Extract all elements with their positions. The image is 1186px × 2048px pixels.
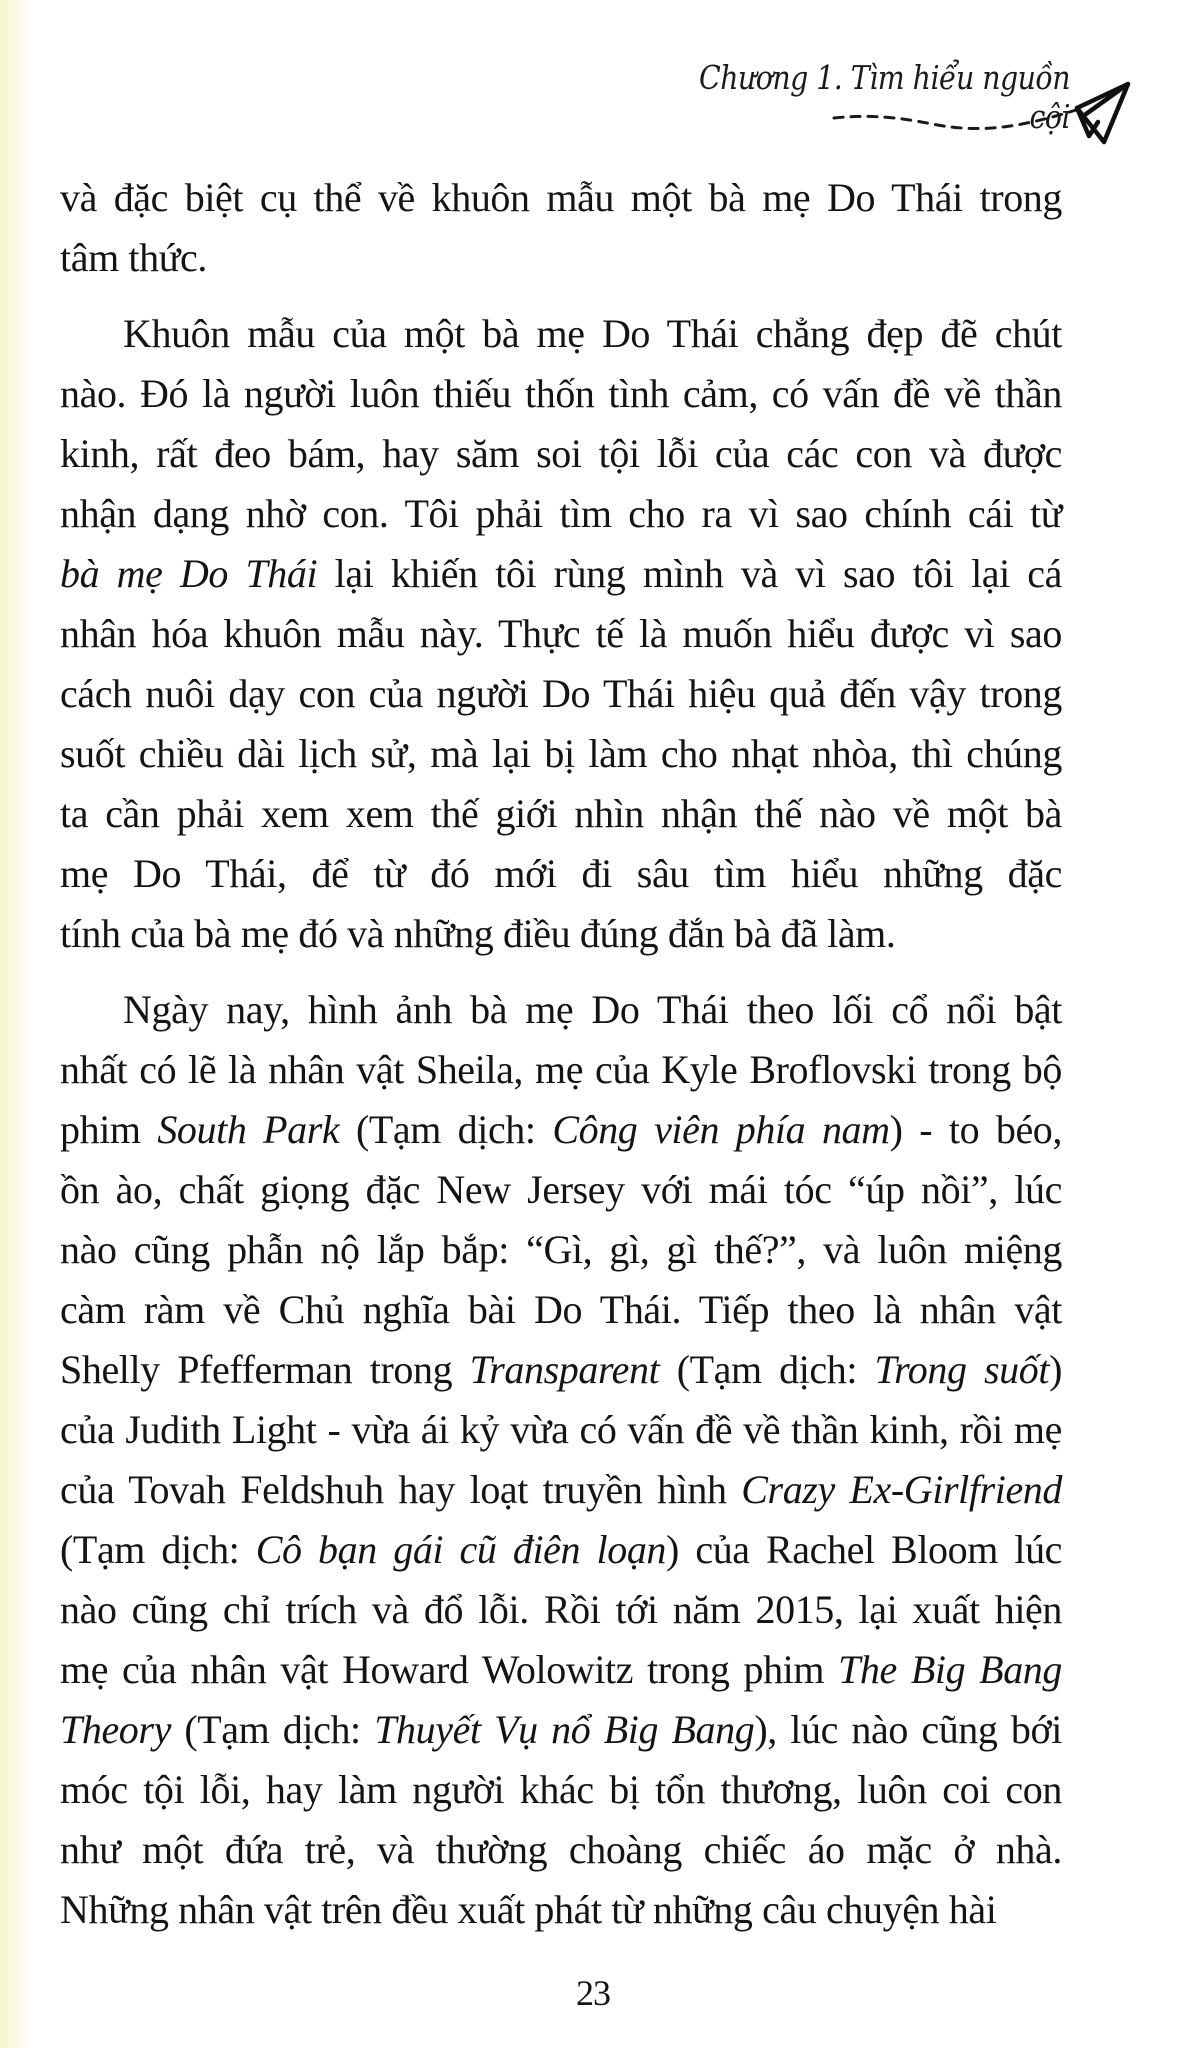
italic-title: Công viên phía nam	[552, 1107, 890, 1152]
text-run: nào cũng phẫn nộ lắp bắp: “Gì, gì, gì thế?”, và luôn miệng	[60, 1227, 1062, 1272]
italic-title: Thuyết Vụ nổ Big Bang	[374, 1707, 755, 1752]
text-run: cách nuôi dạy con của người Do Thái hiệu quả đến vậy trong	[60, 671, 1062, 716]
text-run: nhận dạng nhờ con. Tôi phải tìm cho ra vì sao chính cái từ	[60, 491, 1062, 536]
text-run: suốt chiều dài lịch sử, mà lại bị làm cho nhạt nhòa, thì chúng	[60, 731, 1062, 776]
text-line	[60, 724, 1062, 784]
text-line	[60, 1400, 1062, 1460]
text-run: của Judith Light - vừa ái kỷ vừa có vấn đề về thần kinh, rồi mẹ	[60, 1407, 1062, 1452]
text-run: nào. Đó là người luôn thiếu thốn tình cảm, có vấn đề về thần	[60, 371, 1062, 416]
page-number: 23	[576, 1973, 610, 2013]
text-run: như một đứa trẻ, và thường choàng chiếc áo mặc ở nhà.	[60, 1827, 1062, 1872]
paragraph	[60, 304, 1062, 964]
text-run: (Tạm dịch:	[60, 1527, 256, 1572]
italic-title: The Big Bang	[838, 1647, 1062, 1692]
text-run: nhất có lẽ là nhân vật Sheila, mẹ của Kyle Broflovski trong bộ	[60, 1047, 1062, 1092]
text-line	[60, 844, 1062, 904]
text-run: (Tạm dịch:	[339, 1107, 553, 1152]
text-line	[60, 168, 1062, 228]
paragraph-gap	[60, 964, 1062, 980]
italic-title: Crazy Ex-Girlfriend	[741, 1467, 1062, 1512]
text-line	[60, 1460, 1062, 1520]
text-run: ), lúc nào cũng bới	[754, 1707, 1062, 1752]
text-line	[60, 1880, 1062, 1940]
paragraph	[60, 168, 1062, 288]
text-line	[60, 364, 1062, 424]
text-run: tính của bà mẹ đó và những điều đúng đắn bà đã làm.	[60, 911, 896, 956]
text-run: của Tovah Feldshuh hay loạt truyền hình	[60, 1467, 742, 1512]
text-line	[60, 1340, 1062, 1400]
text-line	[60, 1580, 1062, 1640]
text-run: Ngày nay, hình ảnh bà mẹ Do Thái theo lối cổ nổi bật	[123, 987, 1062, 1032]
text-line	[60, 1640, 1062, 1700]
text-run: phim	[60, 1107, 158, 1152]
paragraph-gap	[60, 288, 1062, 304]
text-run: móc tội lỗi, hay làm người khác bị tổn thương, luôn coi con	[60, 1767, 1062, 1812]
text-run: nhân hóa khuôn mẫu này. Thực tế là muốn hiểu được vì sao	[60, 611, 1062, 656]
italic-title: Transparent	[469, 1347, 660, 1392]
text-line	[60, 1220, 1062, 1280]
text-line	[60, 484, 1062, 544]
text-line	[60, 424, 1062, 484]
text-line	[60, 664, 1062, 724]
text-line	[60, 304, 1062, 364]
text-run: Những nhân vật trên đều xuất phát từ những câu chuyện hài	[60, 1887, 997, 1932]
body-text	[60, 168, 1062, 1940]
text-line	[60, 1280, 1062, 1340]
text-line	[60, 784, 1062, 844]
text-run: Shelly Pfefferman trong	[60, 1347, 470, 1392]
text-line	[60, 1100, 1062, 1160]
italic-title: Cô bạn gái cũ điên loạn	[255, 1527, 667, 1572]
text-line	[60, 1160, 1062, 1220]
text-run: (Tạm dịch:	[659, 1347, 875, 1392]
text-run: mẹ của nhân vật Howard Wolowitz trong phim	[60, 1647, 839, 1692]
text-line	[60, 1760, 1062, 1820]
text-run: (Tạm dịch:	[170, 1707, 375, 1752]
text-line	[60, 1700, 1062, 1760]
text-run: càm ràm về Chủ nghĩa bài Do Thái. Tiếp theo là nhân vật	[60, 1287, 1062, 1332]
text-run: nào cũng chỉ trích và đổ lỗi. Rồi tới năm 2015, lại xuất hiện	[60, 1587, 1062, 1632]
text-run: tâm thức.	[60, 235, 207, 280]
italic-title: Theory	[60, 1707, 171, 1752]
text-line	[60, 1520, 1062, 1580]
paper-plane-icon	[832, 78, 1132, 148]
text-line	[60, 604, 1062, 664]
text-line	[60, 1820, 1062, 1880]
text-run: Khuôn mẫu của một bà mẹ Do Thái chẳng đẹp đẽ chút	[123, 311, 1062, 356]
page-edge-tint	[0, 0, 34, 2048]
text-run: ) của Rachel Bloom lúc	[666, 1527, 1063, 1572]
text-run: và đặc biệt cụ thể về khuôn mẫu một bà mẹ Do Thái trong	[60, 175, 1062, 220]
text-run: mẹ Do Thái, để từ đó mới đi sâu tìm hiểu những đặc	[60, 851, 1062, 896]
text-line	[60, 904, 1062, 964]
text-run: )	[1049, 1347, 1062, 1392]
text-line	[60, 980, 1062, 1040]
italic-title: South Park	[157, 1107, 340, 1152]
text-run: ta cần phải xem xem thế giới nhìn nhận thế nào về một bà	[60, 791, 1062, 836]
running-header-chapter-title: Chương 1. Tìm hiểu nguồn cội	[699, 58, 1070, 136]
italic-title: Trong suốt	[874, 1347, 1050, 1392]
text-line	[60, 544, 1062, 604]
italic-title: bà mẹ Do Thái	[60, 551, 318, 596]
text-line	[60, 1040, 1062, 1100]
text-run: ồn ào, chất giọng đặc New Jersey với mái tóc “úp nồi”, lúc	[60, 1167, 1062, 1212]
paragraph	[60, 980, 1062, 1940]
text-run: kinh, rất đeo bám, hay săm soi tội lỗi của các con và được	[60, 431, 1062, 476]
text-run: ) - to béo,	[889, 1107, 1062, 1152]
text-run: lại khiến tôi rùng mình và vì sao tôi lại cá	[317, 551, 1062, 596]
text-line	[60, 228, 1062, 288]
